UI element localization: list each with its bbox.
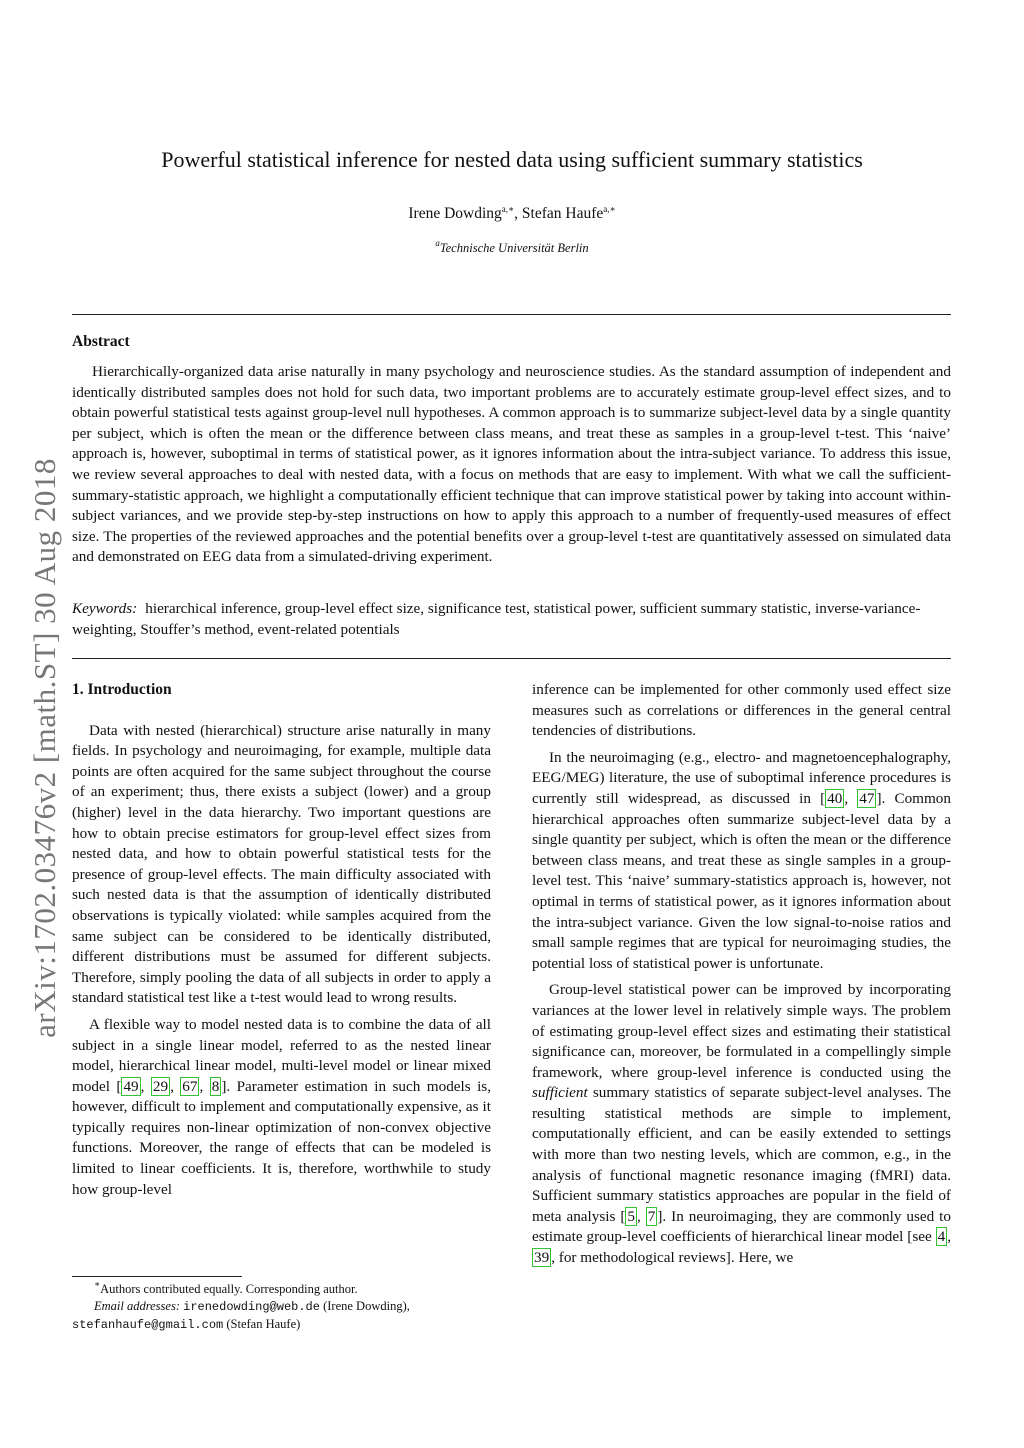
footnote-line: [72, 1298, 491, 1316]
paragraph-text: ]. In neuroimaging, they are commonly used to estimate group-level coefficients of hierarchical linear model [see: [532, 1207, 951, 1246]
footnote-rule: [72, 1276, 242, 1277]
citation-link[interactable]: 39: [534, 1249, 550, 1267]
author-name: Stefan Haufe: [521, 205, 604, 222]
left-column: [72, 680, 491, 1206]
intro-paragraph: Data with nested (hierarchical) structure arise naturally in many fields. In psychology and neuroimaging, for example, multiple data points are often acquired for the same subject throughout the course of an experiment; thus, there exists a subject (lower) and a group (higher) level in the data hierarchy. Two important questions are how to obtain precise estimators for group-level effect sizes from nested data, and how to obtain powerful statistical tests for the presence of group-level effects. The main difficulty associated with such nested data is that the assumption of identically distributed observations is typically violated: while samples acquired from the same subject can be considered to be identically distributed, different distributions must be assumed for different subjects. Therefore, simply pooling the data of all subjects in order to apply a standard statistical test like a t-test would lead to wrong results.: [72, 721, 491, 1007]
section-heading-introduction: 1. Introduction: [72, 681, 172, 698]
emphasis-text: sufficient: [532, 1084, 588, 1102]
paragraph-text: ]. Parameter estimation in such models is, however, difficult to implement and computationally expensive, as it typically requires non-linear optimization of non-convex objective functions. Moreover, the range of effects that can be modeled is limited to linear coefficients. It is, therefore, worthwhile to study how group-level: [72, 1077, 492, 1198]
author-affiliation-mark: a,∗: [603, 204, 616, 214]
keywords-label: Keywords:: [72, 600, 138, 617]
paper-title: Powerful statistical inference for nested data using sufficient summary statistics: [161, 147, 863, 172]
citation-link[interactable]: 4: [937, 1228, 946, 1246]
affiliation-mark: a: [435, 238, 440, 248]
author-affiliation-mark: a,∗: [501, 204, 515, 214]
email-label: Email addresses:: [94, 1299, 180, 1313]
author-list: [72, 204, 952, 224]
author-name: Irene Dowding: [408, 205, 502, 222]
paragraph-text: In the neuroimaging (e.g., electro- and magnetoencephalography, EEG/MEG) literature, the use of suboptimal inference procedures is currently still widespread, as discussed in [: [532, 748, 951, 807]
paragraph-text: , for methodological reviews]. Here, we: [551, 1249, 794, 1267]
footnote-line: [72, 1281, 491, 1298]
abstract-text: Hierarchically-organized data arise naturally in many psychology and neuroscience studies. As the standard assumption of independent and identically distributed samples does not hold for such data, two important problems are to accurately estimate group-level effect sizes, and to obtain powerful statistical tests against group-level null hypotheses. A common approach is to summarize subject-level data by a single quantity per subject, which is often the mean or the difference between class means, and treat these as samples in a group-level t-test. This ‘naive’ approach is, however, suboptimal in terms of statistical power, as it ignores information about the intra-subject variance. To address this issue, we review several approaches to deal with nested data, with a focus on methods that are easy to implement. With what we call the sufficient-summary-statistic approach, we highlight a computationally efficient technique that can improve statistical power by taking into account within-subject variances, and we provide step-by-step instructions on how to apply this approach to a number of frequently-used measures of effect size. The properties of the reviewed approaches and the potential benefits over a group-level t-test are quantitatively assessed on simulated data and demonstrated on EEG data from a simulated-driving experiment.: [72, 363, 951, 566]
intro-paragraph: In the neuroimaging (e.g., electro- and magnetoencephalography, EEG/MEG) literature, the use of suboptimal inference procedures is currently still widespread, as discussed in [ 40 , 47 ]. Common hierarchical approaches often summarize subject-level data by a single quantity per subject, which is often the mean or the difference between class means, and treat these as single samples in a group-level test. This ‘naive’ summary-statistics approach is, however, not optimal in terms of statistical power, as it ignores information about the intra-subject variance. Given the low signal-to-noise ratios and small sample regimes that are typical for neuroimaging studies, the potential loss of statistical power is unfortunate.: [532, 748, 951, 972]
citation-link[interactable]: 8: [211, 1077, 220, 1095]
keywords: [72, 599, 951, 640]
citation-link[interactable]: 29: [152, 1077, 169, 1095]
email-owner: (Stefan Haufe): [226, 1317, 301, 1331]
abstract-bottom-rule: [72, 658, 951, 659]
citation-link[interactable]: 5: [627, 1207, 636, 1225]
footnote-mark: ∗: [94, 1279, 101, 1289]
intro-paragraph: inference can be implemented for other commonly used effect size measures such as correlations or differences in the general central tendencies of distributions.: [532, 681, 951, 740]
footnotes: [72, 1281, 491, 1334]
email-owner: (Irene Dowding),: [323, 1299, 410, 1313]
keywords-list: hierarchical inference, group-level effect size, significance test, statistical power, sufficient summary statistic, inverse-variance-weighting, Stouffer’s method, event-related potentials: [72, 600, 921, 638]
arxiv-sidebar-stamp: [22, 423, 68, 1073]
paragraph-text: ]. Common hierarchical approaches often summarize subject-level data by a single quantity per subject, which is often the mean or the difference between class means, and treat these as single samples in a group-level test. This ‘naive’ summary-statistics approach is, however, not optimal in terms of statistical power, as it ignores information about the intra-subject variance. Given the low signal-to-noise ratios and small sample regimes that are typical for neuroimaging studies, the potential loss of statistical power is unfortunate.: [532, 789, 951, 972]
paragraph-text: summary statistics of separate subject-level analyses. The resulting statistical methods are simple to implement, computationally efficient, and can be easily extended to settings with more than two nesting levels, which are common, e.g., in the analysis of functional magnetic resonance imaging (fMRI) data. Sufficient summary statistics approaches are popular in the field of meta analysis [: [532, 1084, 951, 1225]
citation-link[interactable]: 40: [827, 789, 843, 807]
affiliation-name: Technische Universität Berlin: [439, 241, 589, 255]
footnote-text: Authors contributed equally. Corresponding author.: [100, 1282, 358, 1296]
footnote-line: [72, 1316, 491, 1334]
citation-link[interactable]: 49: [123, 1077, 139, 1095]
email-address[interactable]: stefanhaufe@gmail.com: [72, 1318, 224, 1332]
paragraph-text: A flexible way to model nested data is to combine the data of all subject in a single linear model, referred to as the nested linear model, hierarchical linear model, multi-level model or linear mixed model [: [72, 1015, 491, 1095]
right-column: [532, 680, 951, 1275]
citation-link[interactable]: 67: [182, 1077, 198, 1095]
abstract-heading: Abstract: [72, 333, 130, 350]
intro-paragraph: Group-level statistical power can be improved by incorporating variances at the lower level in relatively simple ways. The problem of estimating group-level effect sizes and estimating their statistical significance can, moreover, be formulated in a compellingly simple framework, where group-level inference is conducted using the sufficient summary statistics of separate subject-level analyses. The resulting statistical methods are simple to implement, computationally efficient, and can be easily extended to settings with more than two nesting levels, which are common, e.g., in the analysis of functional magnetic resonance imaging (fMRI) data. Sufficient summary statistics approaches are popular in the field of meta analysis [ 5 , 7 ]. In neuroimaging, they are commonly used to estimate group-level coefficients of hierarchical linear model [see 4 , 39 , for methodological reviews]. Here, we: [532, 981, 951, 1267]
affiliation: [72, 240, 952, 256]
arxiv-identifier: arXiv:1702.03476v2 [math.ST] 30 Aug 2018: [27, 458, 62, 1038]
email-address[interactable]: irenedowding@web.de: [183, 1300, 320, 1314]
intro-paragraph: A flexible way to model nested data is to combine the data of all subject in a single linear model, referred to as the nested linear model, hierarchical linear model, multi-level model or linear mixed model [ 49 , 29 , 67 , 8 ]. Parameter estimation in such models is, however, difficult to implement and computationally expensive, as it typically requires non-linear optimization of non-convex objective functions. Moreover, the range of effects that can be modeled is limited to linear coefficients. It is, therefore, worthwhile to study how group-level: [72, 1015, 492, 1198]
paragraph-text: Group-level statistical power can be improved by incorporating variances at the lower level in relatively simple ways. The problem of estimating group-level effect sizes and estimating their statistical significance can, moreover, be formulated in a compellingly simple framework, where group-level inference is conducted using the: [532, 981, 951, 1081]
citation-link[interactable]: 7: [647, 1207, 656, 1225]
abstract-top-rule: [72, 314, 951, 315]
citation-link[interactable]: 47: [859, 789, 875, 807]
author-separator: ,: [514, 205, 522, 222]
